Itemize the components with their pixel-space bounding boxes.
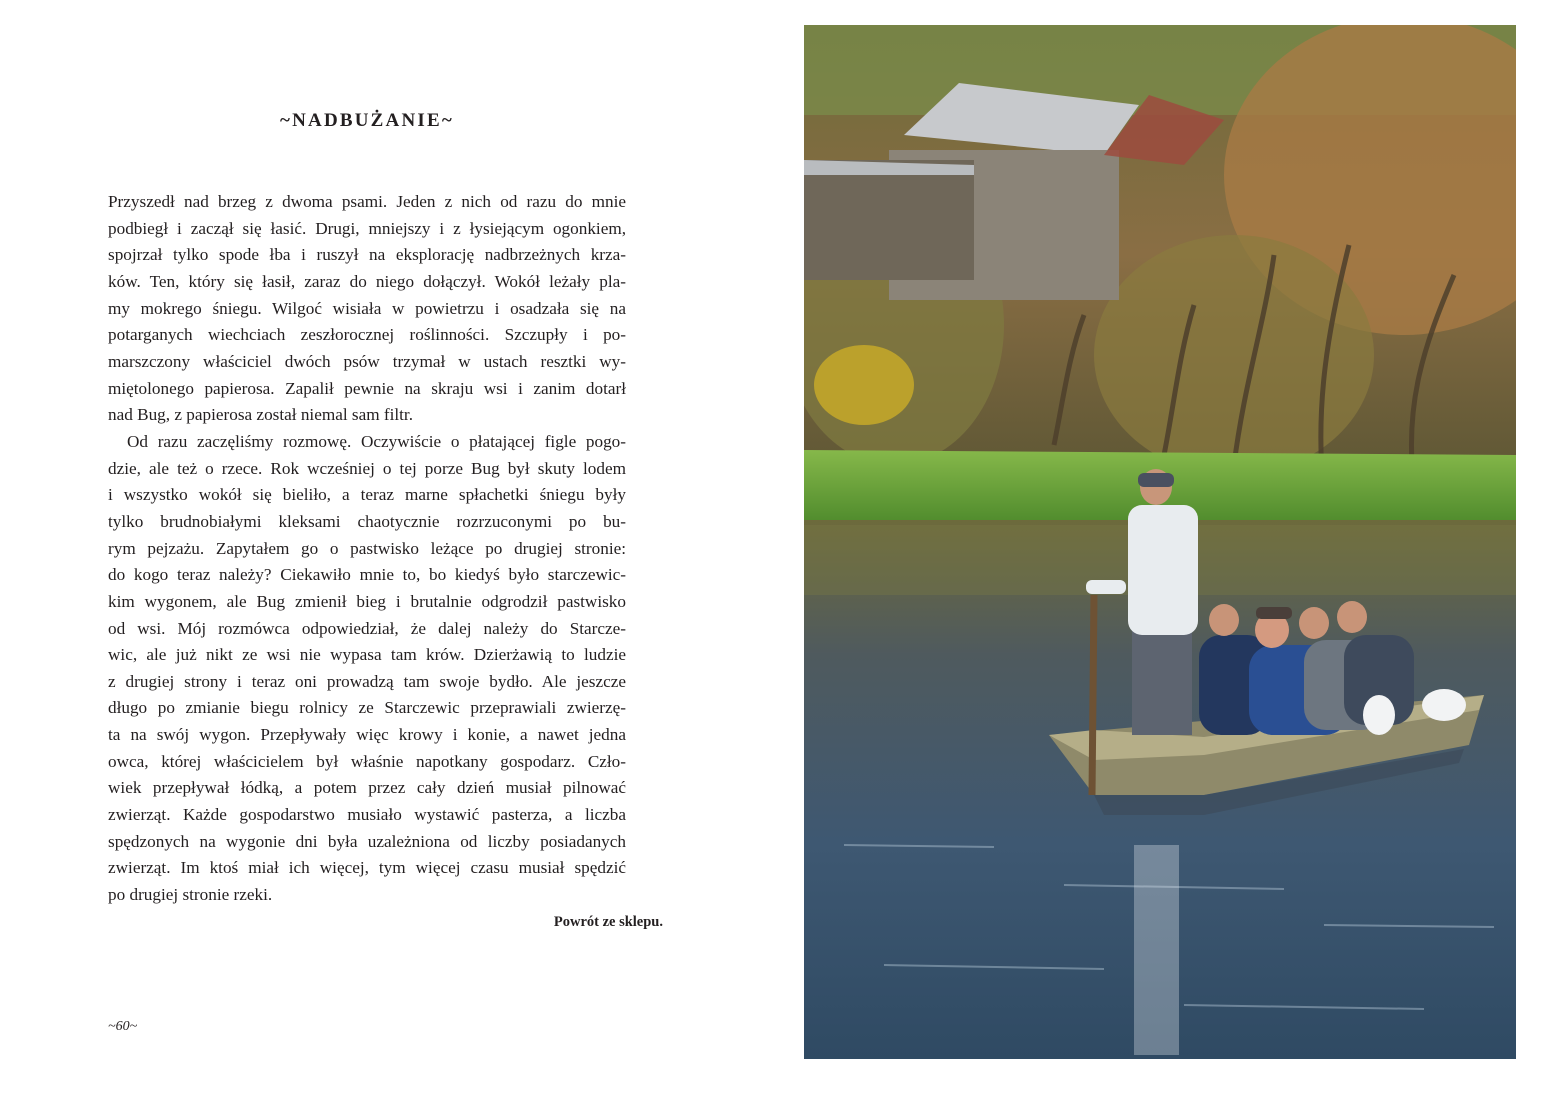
- river-boat-photo: [804, 25, 1516, 1059]
- text-line: do kogo teraz należy? Ciekawiło mnie to, bo kiedyś było starczewic-: [108, 565, 626, 585]
- body-text: [108, 189, 626, 909]
- text-line: rym pejzażu. Zapytałem go o pastwisko leżące po drugiej stronie:: [108, 538, 626, 558]
- text-line: wiek przepływał łódką, a potem przez cały dzień musiał pilnować: [108, 778, 626, 798]
- text-line: my mokrego śniegu. Wilgoć wisiała w powietrzu i osadzała się na: [108, 298, 626, 318]
- photo-caption: Powrót ze sklepu.: [553, 914, 663, 930]
- text-line: tylko brudnobiałymi kleksami chaotycznie rozrzuconymi po bu-: [108, 511, 626, 531]
- text-line: Od razu zaczęliśmy rozmowę. Oczywiście o płatającej figle pogo-: [127, 431, 626, 451]
- text-line: zwierząt. Każde gospodarstwo musiało wystawić pasterza, a liczba: [108, 805, 626, 825]
- text-line: wic, ale już nikt ze wsi nie wypasa tam krów. Dzierżawią to ludzie: [108, 645, 626, 665]
- text-line: dzie, ale też o rzece. Rok wcześniej o tej porze Bug był skuty lodem: [108, 458, 626, 478]
- text-line: po drugiej stronie rzeki.: [108, 885, 273, 905]
- text-line: podbiegł i zaczął się łasić. Drugi, mniejszy i z łysiejącym ogonkiem,: [108, 218, 626, 238]
- paragraph-2: [108, 429, 626, 909]
- text-line: nad Bug, z papierosa został niemal sam filtr.: [108, 405, 413, 425]
- paragraph-1: [108, 189, 626, 429]
- text-line: zwierząt. Im ktoś miał ich więcej, tym więcej czasu musiał spędzić: [108, 858, 626, 878]
- text-line: ta na swój wygon. Przepływały więc krowy i konie, a nawet jedna: [108, 725, 626, 745]
- text-line: miętolonego papierosa. Zapalił pewnie na skraju wsi i zanim dotarł: [108, 378, 626, 398]
- text-line: spojrzał tylko spode łba i ruszył na eksplorację nadbrzeżnych krza-: [108, 245, 626, 265]
- text-line: spędzonych na wygonie dni była uzależniona od liczby posiadanych: [108, 831, 626, 851]
- text-line: potarganych wiechciach zeszłorocznej roślinności. Szczupły i po-: [108, 325, 626, 345]
- text-line: z drugiej strony i teraz oni prowadzą tam swoje bydło. Ale jeszcze: [108, 671, 626, 691]
- text-line: długo po zmianie biegu rolnicy ze Starczewic przeprawiali zwierzę-: [108, 698, 626, 718]
- text-line: od wsi. Mój rozmówca odpowiedział, że dalej należy do Starcze-: [108, 618, 626, 638]
- text-line: marszczony właściciel dwóch psów trzymał w ustach resztki wy-: [108, 351, 626, 371]
- page-number: ~60~: [108, 1019, 138, 1034]
- text-line: Przyszedł nad brzeg z dwoma psami. Jeden z nich od razu do mnie: [108, 192, 626, 211]
- text-line: owca, której właścicielem był właśnie napotkany gospodarz. Czło-: [108, 751, 626, 771]
- chapter-title: ~NADBUŻANIE~: [280, 110, 454, 131]
- text-line: i wszystko wokół się bieliło, a teraz marne spłachetki śniegu były: [108, 485, 626, 505]
- left-page: [0, 0, 770, 1107]
- text-line: ków. Ten, który się łasił, zaraz do niego dołączył. Wokół leżały pla-: [108, 271, 626, 291]
- text-line: kim wygonem, ale Bug zmienił bieg i brutalnie odgrodził pastwisko: [108, 591, 626, 611]
